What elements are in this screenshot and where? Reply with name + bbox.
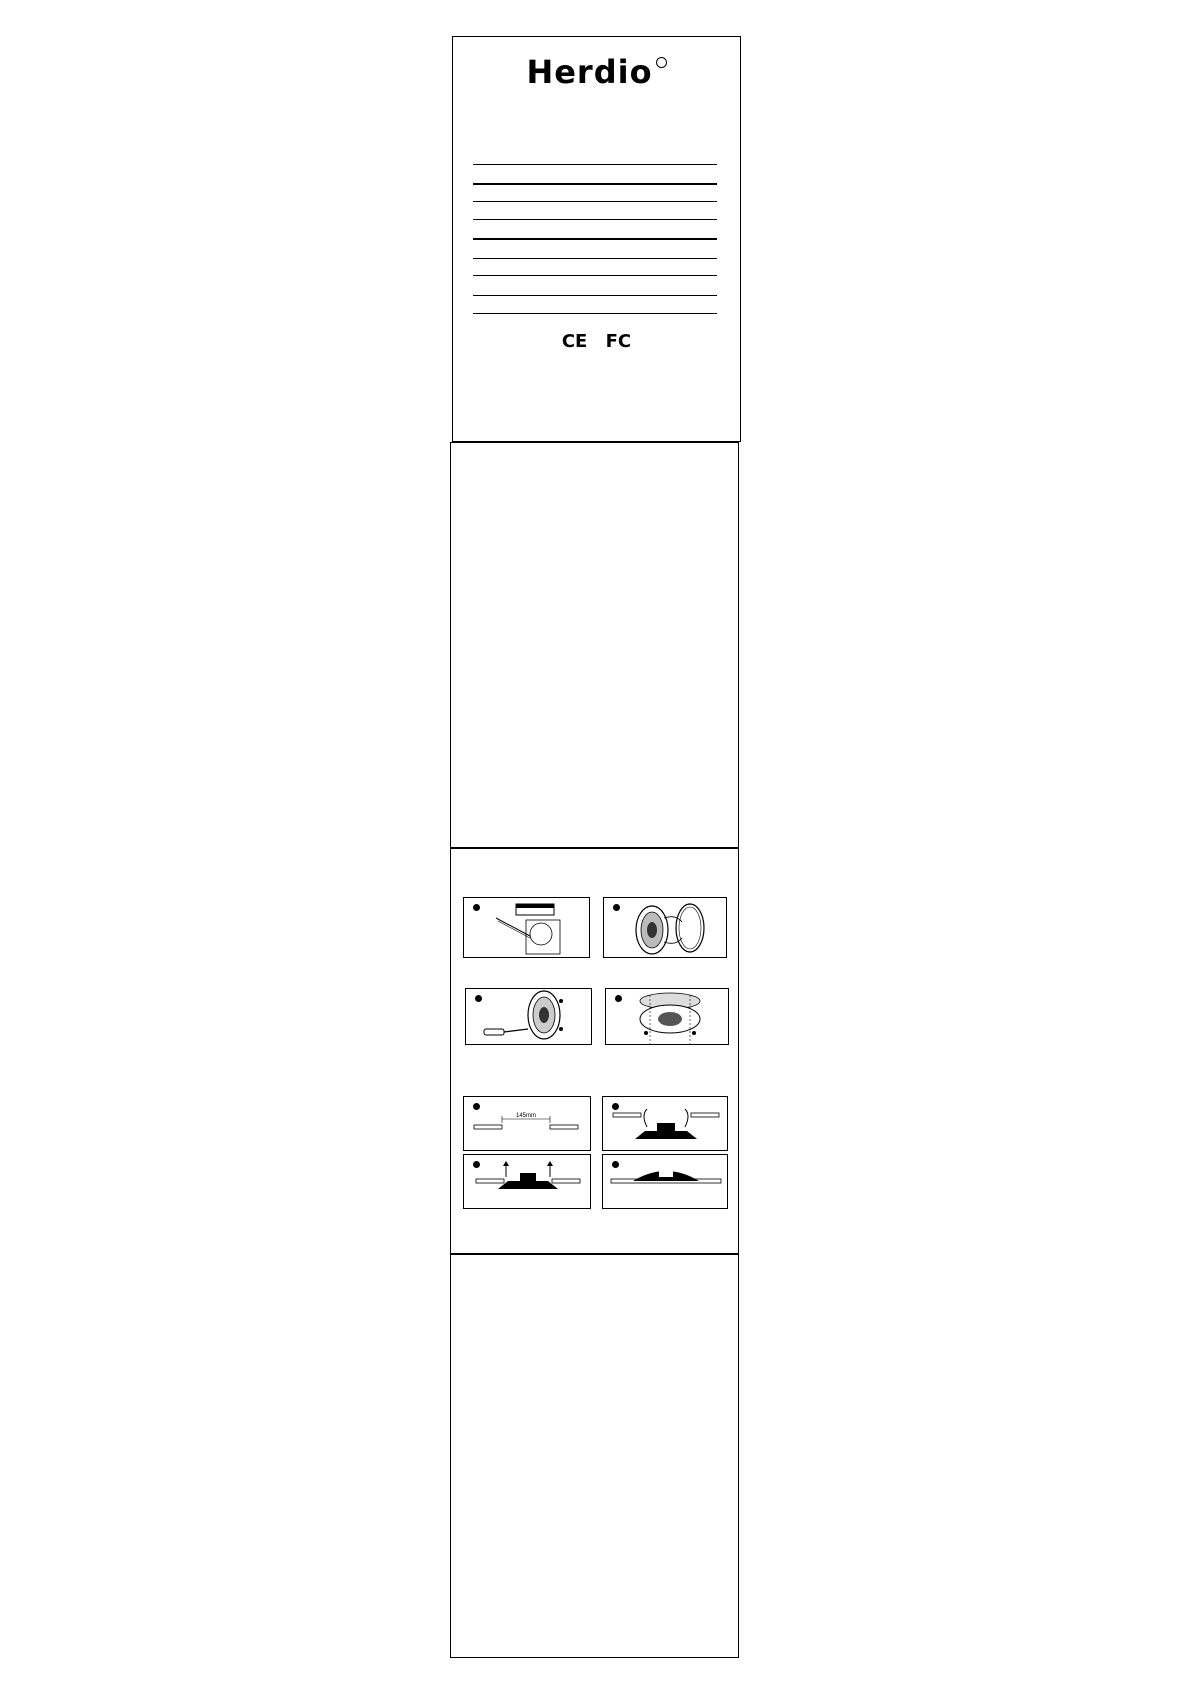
dimension-label: 145mm (515, 1113, 537, 1119)
fcc-mark: FC (605, 331, 632, 352)
text-rule (473, 275, 717, 276)
clamp-insert-illustration (603, 1097, 728, 1151)
grille-install-illustration (606, 989, 729, 1045)
cover-panel (452, 36, 741, 442)
certification-marks (453, 331, 740, 352)
figure-cutout-template (463, 897, 590, 958)
registered-mark-icon (656, 57, 667, 68)
blank-panel-lower (450, 1254, 739, 1658)
cutout-template-illustration (464, 898, 590, 958)
text-rule (473, 183, 717, 185)
wire-connection-illustration (604, 898, 727, 958)
text-rule (473, 295, 717, 296)
blank-panel-upper (450, 442, 739, 848)
text-rule (473, 238, 717, 240)
figure-screwdriver-tighten (465, 988, 592, 1045)
brand-logo (453, 53, 740, 91)
figure-flush-mounted (602, 1154, 728, 1209)
figure-clamp-insert (602, 1096, 728, 1151)
installation-panel (450, 848, 739, 1254)
ce-mark: CE (561, 331, 588, 352)
clamp-raise-illustration (464, 1155, 591, 1209)
text-rule (473, 219, 717, 220)
figure-wire-connection (603, 897, 727, 958)
hole-measure-illustration (464, 1097, 591, 1151)
text-rule (473, 258, 717, 259)
screwdriver-illustration (466, 989, 592, 1045)
text-rule (473, 201, 717, 202)
text-rule (473, 313, 717, 314)
brand-name: Herdio (526, 53, 653, 91)
figure-hole-measure (463, 1096, 591, 1151)
text-rule (473, 164, 717, 165)
flush-mounted-illustration (603, 1155, 728, 1209)
figure-grille-install (605, 988, 729, 1045)
figure-clamp-raise (463, 1154, 591, 1209)
